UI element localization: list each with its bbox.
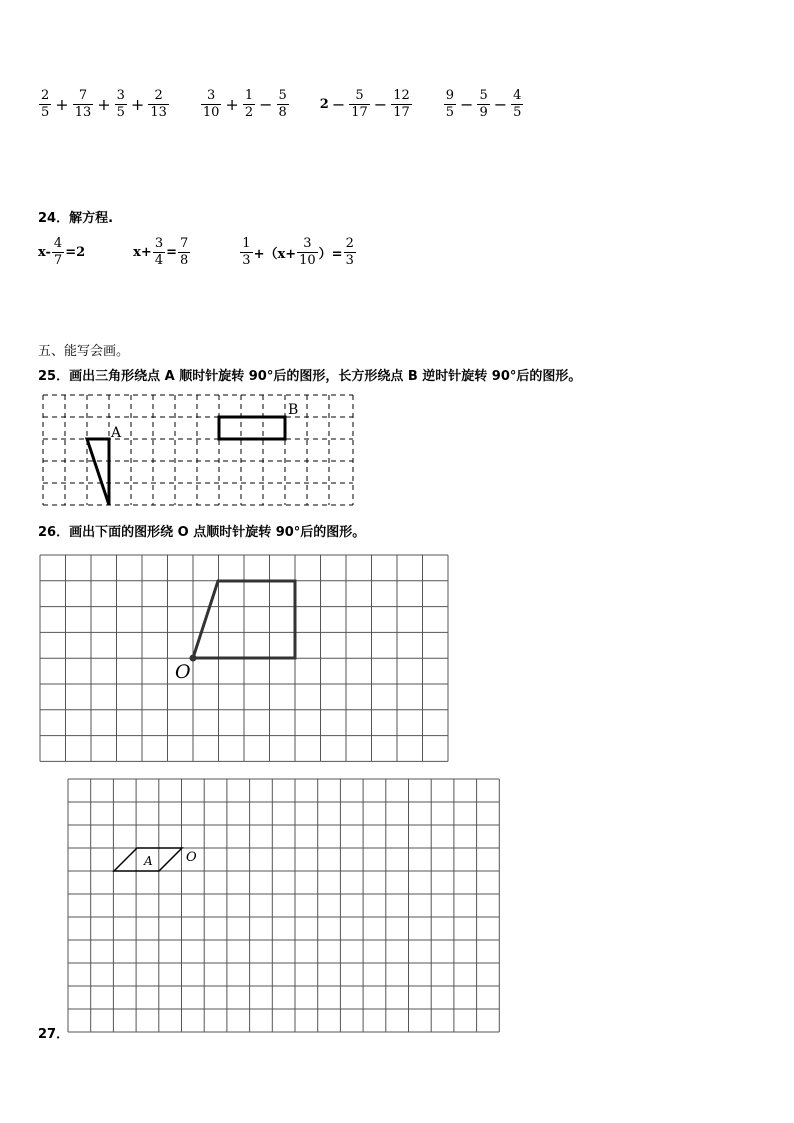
operator: − — [259, 95, 273, 114]
fraction — [297, 236, 318, 269]
numerator: 2 — [41, 88, 50, 103]
expression-text: =2 — [65, 245, 86, 260]
numerator: 3 — [116, 88, 125, 103]
operator: + — [55, 95, 69, 114]
q24-title: 24．解方程. — [38, 211, 114, 226]
denominator: 9 — [479, 105, 488, 120]
operator: − — [373, 95, 388, 114]
expression-text: 2 — [319, 97, 329, 112]
operator: − — [493, 95, 508, 114]
rectangle-shape — [219, 417, 285, 439]
numerator: 3 — [303, 236, 312, 251]
fraction — [73, 88, 94, 121]
fraction — [178, 236, 190, 269]
denominator: 5 — [513, 105, 522, 120]
expression — [38, 88, 170, 121]
fraction — [115, 88, 127, 121]
expression-text: x+ — [133, 245, 152, 260]
triangle-shape — [87, 439, 109, 505]
denominator: 8 — [180, 253, 189, 268]
numerator: 3 — [154, 236, 164, 251]
fraction — [240, 236, 252, 269]
fraction — [201, 88, 222, 121]
q25-title: 25．画出三角形绕点 A 顺时针旋转 90°后的图形，长方形绕点 B 逆时针旋转 90°后的图形。 — [38, 369, 582, 384]
operator: + — [130, 95, 145, 114]
numerator: 4 — [53, 236, 63, 251]
denominator: 3 — [345, 253, 354, 268]
numerator: 3 — [207, 88, 216, 103]
fraction — [52, 236, 64, 269]
denominator: 4 — [154, 253, 164, 268]
denominator: 7 — [53, 253, 63, 268]
fraction — [511, 88, 523, 121]
fraction — [277, 88, 289, 121]
denominator: 5 — [116, 105, 125, 120]
q25-dashed-grid — [40, 392, 360, 510]
fraction — [391, 88, 412, 121]
numerator: 7 — [78, 88, 88, 103]
q27-number: 27． — [38, 1027, 70, 1042]
q26-grid — [38, 553, 450, 765]
fraction — [153, 236, 165, 269]
expression — [443, 88, 525, 121]
q27-grid-lines — [68, 779, 499, 1032]
expression — [320, 88, 413, 121]
denominator: 8 — [278, 105, 287, 120]
numerator: 1 — [242, 236, 251, 251]
denominator: 5 — [445, 105, 455, 120]
denominator: 13 — [150, 105, 167, 120]
fraction — [243, 88, 255, 121]
expression-text: ）= — [318, 247, 343, 262]
fraction — [444, 88, 456, 121]
q24-equations — [38, 236, 357, 269]
numerator: 9 — [445, 88, 455, 103]
equation — [133, 236, 191, 269]
denominator: 3 — [242, 253, 251, 268]
shape-a-label: A — [144, 854, 153, 868]
denominator: 2 — [244, 105, 254, 120]
expression-text: x- — [38, 245, 51, 260]
point-b-label: B — [288, 402, 299, 418]
numerator: 4 — [513, 88, 522, 103]
denominator: 17 — [393, 105, 410, 120]
denominator: 10 — [202, 105, 220, 120]
calc-expressions — [38, 88, 554, 121]
denominator: 10 — [299, 253, 316, 268]
expression-text: +（x+ — [253, 247, 297, 262]
fraction — [148, 88, 169, 121]
fraction — [39, 88, 51, 121]
operator: − — [460, 95, 474, 114]
point-o-label: O — [186, 850, 197, 865]
q27-grid — [66, 777, 506, 1037]
expression-text: = — [166, 245, 177, 260]
numerator: 12 — [393, 88, 410, 103]
point-o-label: O — [175, 661, 191, 683]
operator: − — [331, 95, 346, 114]
point-a-label: A — [111, 425, 122, 441]
numerator: 5 — [479, 88, 488, 103]
equation — [38, 236, 85, 269]
operator: + — [225, 95, 239, 114]
equation — [239, 236, 357, 269]
q26-title: 26．画出下面的图形绕 O 点顺时针旋转 90°后的图形。 — [38, 525, 366, 540]
numerator: 2 — [154, 88, 163, 103]
denominator: 17 — [351, 105, 368, 120]
numerator: 2 — [345, 236, 354, 251]
numerator: 5 — [278, 88, 287, 103]
denominator: 13 — [74, 105, 92, 120]
section5-title: 五、能写会画。 — [38, 344, 130, 359]
fraction — [344, 236, 356, 269]
denominator: 5 — [41, 105, 50, 120]
fraction — [477, 88, 489, 121]
operator: + — [97, 95, 111, 114]
numerator: 5 — [355, 88, 364, 103]
numerator: 7 — [180, 236, 189, 251]
expression — [200, 88, 290, 121]
numerator: 1 — [244, 88, 254, 103]
fraction — [349, 88, 370, 121]
